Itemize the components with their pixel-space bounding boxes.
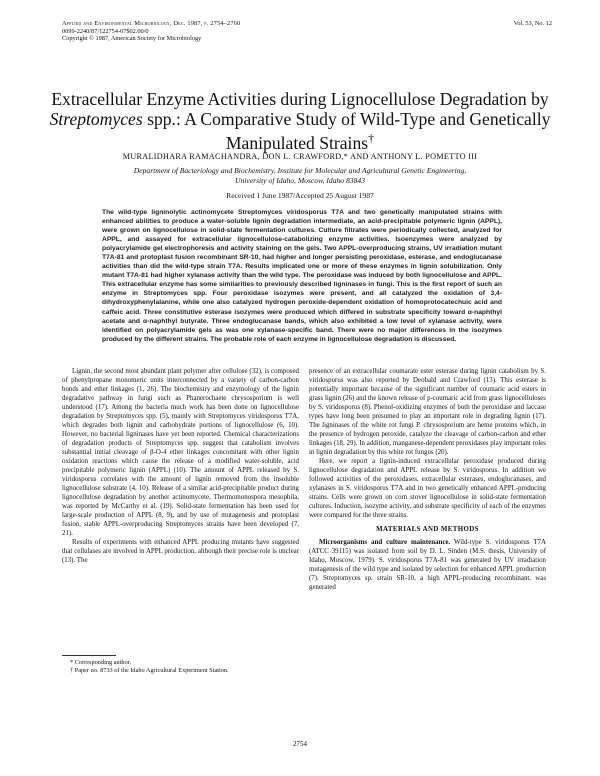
footnote-paper-number: † Paper no. 8733 of the Idaho Agricultural Experiment Station. xyxy=(70,667,229,674)
affiliation-line-2: University of Idaho, Moscow, Idaho 83843 xyxy=(235,176,365,185)
intro-paragraph-3: presence of an extracellular coumarate ester esterase during lignin catabolism by S. viridosporus was also reported by Deobald and Crawford (13). This esterase is potentially important because of the significant number of coumaric acid esters in grass lignin (26) and the known release of p-coumaric acid from grass lignocelluloses by S. viridosporus (8). Phenol-oxidizing enzymes of both the peroxidase and laccase types have long been presumed to play an important role in degrading lignin (17). The ligninases of the white rot fungi P. chrysosporium are heme proteins which, in the presence of hydrogen peroxide, catalyze the cleavage of carbon-carbon and ether linkages (18, 29). In addition, manganese-dependent peroxidases play important roles in lignin degradation by this white rot fungus (20). xyxy=(309,368,546,457)
title-dagger: † xyxy=(368,131,375,145)
title-part-1: Extracellular Enzyme Activities during Lignocellulose Degradation by xyxy=(51,89,549,109)
footnote-corresponding: * Corresponding author. xyxy=(70,659,132,666)
methods-paragraph-1 xyxy=(309,538,546,592)
affiliation xyxy=(60,166,540,186)
received-dates: Received 1 June 1987/Accepted 25 August 1987 xyxy=(226,191,374,200)
journal-header xyxy=(62,20,240,43)
intro-paragraph-2: Results of experiments with enhanced APPL producing mutants have suggested that cellulases are involved in APPL production, although their precise role is unclear (13). The xyxy=(62,539,299,565)
author-list: MURALIDHARA RAMACHANDRA, DON L. CRAWFORD,* AND ANTHONY L. POMETTO III xyxy=(122,152,478,161)
paper-title xyxy=(48,90,552,153)
methods-text: Wild-type S. viridosporus T7A (ATCC 39115) was isolated from soil by D. L. Sinden (M.S. thesis, University of Idaho, Moscow, 1979). S. viridosporus T7A-81 was generated by UV irradiation mutagenesis of the wild type and isolated by selection for enhanced APPL production (7). Streptomyces sp. strain SR-10, a high APPL-producing recombinant, was generated xyxy=(309,539,546,592)
copyright-line: Copyright © 1987, American Society for Microbiology xyxy=(62,35,202,43)
page-number: 2754 xyxy=(293,740,307,748)
journal-citation: Applied and Environmental Microbiology, Dec. 1987, p. 2754–2760 xyxy=(62,20,241,27)
title-genus: Streptomyces xyxy=(49,108,143,129)
body-column-right xyxy=(309,367,546,592)
section-heading-methods: MATERIALS AND METHODS xyxy=(376,526,479,534)
methods-subheading: Microorganisms and culture maintenance. xyxy=(319,539,451,547)
intro-paragraph-1: Lignin, the second most abundant plant polymer after cellulose (32), is composed of phenylpropane monomeric units interconnected by a variety of carbon-carbon bonds and ether linkages (1, 26). The biochemistry and enzymology of the lignin degradative pathway in fungi such as Phanerochaete chrysosporium is well understood (17). Among the bacteria much work has been done on lignocellulose degradation by Streptomyces spp. (5), mainly with Streptomyces viridosporus T7A, which degrades both lignin and carbohydrate portions of lignocellulose (6, 10). However, no bacterial ligninases have yet been reported. Chemical characterizations of degradation products of Streptomyces spp. suggest that catabolism involves substantial initial cleavage of β-O-4 ether linkages concomitant with other lignin oxidation reactions which cause the release of a modified water-soluble, acid precipitable polymeric lignin (APPL) (10). The amount of APPL released by S. viridosporus correlates with the amount of lignin removed from the insoluble lignocellulose substrate (4, 10). Release of a similar acid-precipitable product during lignocellulose degradation by another actinomycete, Thermomonospora mesophila, was reported by McCarthy et al. (19). Solid-state fermentation has been used for large-scale production of APPL (8, 9), and by use of mutagenesis and protoplast fusion, stable APPL-overproducing Streptomyces strains have been developed (7, 21). xyxy=(62,368,299,538)
footnote-divider xyxy=(62,655,116,656)
abstract: The wild-type ligninolytic actinomycete Streptomyces viridosporus T7A and two genetically manipulated strains with enhanced abilities to produce a water-soluble lignin degradation intermediate, an acid-precipitable polymeric lignin (APPL), were grown on lignocellulose in solid-state fermentation cultures. Culture filtrates were periodically collected, analyzed for APPL, and assayed for extracellular lignocellulose-catabolizing enzyme activities. Isoenzymes were analyzed by polyacrylamide gel electrophoresis and activity staining on the gels. Two APPL-overproducing strains, UV irradiation mutant T7A-81 and protoplast fusion recombinant SR-10, had higher and longer persisting peroxidase, esterase, and endoglucanase activities than did the wild-type strain T7A. Results implicated one or more of these enzymes in lignin solubilization. Only mutant T7A-81 had higher xylanase activity than the wild type. The peroxidase was induced by both lignocellulose and APPL. This extracellular enzyme has some similarities to previously described ligninases in fungi. This is the first report of such an enzyme in Streptomyces spp. Four peroxidase isozymes were present, and all catalyzed the oxidation of 3,4-dihydroxyphenylalanine, while one also catalyzed hydrogen peroxide-dependent oxidation of homoprotocatechuic acid and caffeic acid. Three constitutive esterase isozymes were produced which differed in substrate specificity toward α-naphthyl acetate and α-naphthyl butyrate. Three endoglucanase bands, which also exhibited a low level of xylanase activity, were identified on polyacrylamide gels as was one xylanase-specific band. There were no major differences in the isozymes produced by the different strains. The probable role of each enzyme in lignocellulose degradation is discussed. xyxy=(102,209,502,343)
title-part-2: spp.: A Comparative Study of Wild-Type and Genetically Manipulated Strains xyxy=(142,108,551,153)
footnotes xyxy=(62,659,299,675)
intro-paragraph-4: Here, we report a lignin-induced extracellular peroxidase produced during lignocellulose degradation and APPL release by S. viridosporus. In addition we followed activities of the peroxidases, extracellular esterases, endoglucanases, and xylanases in S. viridosporus T7A and in two genetically enhanced APPL-producing strains. Cells were grown on corn stover lignocellulose in solid-state fermentation cultures. Induction, isozyme activity, and substrate specificity of each of the enzymes were compared for the three strains. xyxy=(309,458,546,520)
body-column-left xyxy=(62,367,299,565)
volume-info: Vol. 53, No. 12 xyxy=(513,20,552,27)
affiliation-line-1: Department of Bacteriology and Biochemistry, Institute for Molecular and Agricultural Genetic Engineering, xyxy=(133,166,467,175)
journal-code: 0099-2240/87/122754-07$02.00/0 xyxy=(62,27,149,35)
